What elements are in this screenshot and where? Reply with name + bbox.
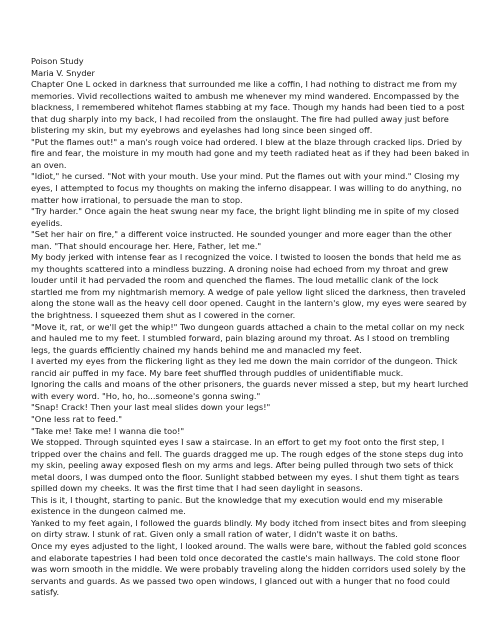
paragraph: This is it, I thought, starting to panic. But the knowledge that my execution would end my miserable existence in the dungeon calmed me. bbox=[31, 494, 443, 517]
paragraph: Chapter One L ocked in darkness that surrounded me like a coffin, I had nothing to distract me from my memories. Vivid recollections waited to ambush me whenever my mind wandered. Encompassed by the blackness, I remembered whitehot flames stabbing at my face. Though my hands had been tied to a post that dug sharply into my back, I had recoiled from the onslaught. The fire had pulled away just before blistering my skin, but my eyebrows and eyelashes had long since been singed off. bbox=[31, 79, 465, 136]
paragraph: "One less rat to feed." bbox=[31, 413, 123, 424]
paragraph: "Set her hair on fire," a different voice instructed. He sounded younger and more eager than the other man. "That should encourage her. Here, Father, let me." bbox=[31, 229, 452, 251]
document-paragraphs bbox=[31, 79, 471, 599]
paragraph: "Put the flames out!" a man's rough voice had ordered. I blew at the blaze through cracked lips. Dried by fire and fear, the moisture in my mouth had gone and my teeth radiated heat as if they had been baked in an oven. bbox=[31, 136, 470, 170]
paragraph: Once my eyes adjusted to the light, I looked around. The walls were bare, without the fabled gold sconces and elaborate tapestries I had been told once decorated the castle's main hallways. The cold stone floor was worn smooth in the middle. We were probably traveling along the hidden corridors used solely by the servants and guards. As we passed two open windows, I glanced out with a hunger that no food could satisfy. bbox=[31, 540, 467, 598]
paragraph: We stopped. Through squinted eyes I saw a staircase. In an effort to get my foot onto the first step, I tripped over the chains and fell. The guards dragged me up. The rough edges of the stone steps dug into my skin, peeling away exposed flesh on my arms and legs. After being pulled through two sets of thick metal doors, I was dumped onto the floor. Sunlight stabbed between my eyes. I shut them tight as tears spilled down my cheeks. It was the first time that I had seen daylight in seasons. bbox=[31, 437, 464, 494]
paragraph: "Take me! Take me! I wanna die too!" bbox=[31, 425, 185, 436]
paragraph: "Idiot," he cursed. "Not with your mouth. Use your mind. Put the flames out with your mind." Closing my eyes, I attempted to focus my thoughts on making the inferno disappear. I was willing to do anything, no matter how irrational, to persuade the man to stop. bbox=[31, 171, 462, 205]
paragraph: My body jerked with intense fear as I recognized the voice. I twisted to loosen the bonds that held me as my thoughts scattered into a mindless buzzing. A droning noise had echoed from my throat and grew louder until it had pervaded the room and quenched the flames. The loud metallic clank of the lock startled me from my nightmarish memory. A wedge of pale yellow light sliced the darkness, then traveled along the stone wall as the heavy cell door opened. Caught in the lantern's glow, my eyes were seared by the brightness. I squeezed them shut as I cowered in the corner. bbox=[31, 252, 467, 321]
paragraph: "Snap! Crack! Then your last meal slides down your legs!" bbox=[31, 402, 271, 413]
document-author: Maria V. Snyder bbox=[31, 67, 95, 78]
paragraph: "Move it, rat, or we'll get the whip!" Two dungeon guards attached a chain to the metal collar on my neck and hauled me to my feet. I stumbled forward, pain blazing around my throat. As I stood on trembling legs, the guards efficiently chained my hands behind me and manacled my feet. bbox=[31, 321, 465, 355]
paragraph: Yanked to my feet again, I followed the guards blindly. My body itched from insect bites and from sleeping on dirty straw. I stunk of rat. Given only a small ration of water, I didn't waste it on baths. bbox=[31, 517, 467, 540]
paragraph: Ignoring the calls and moans of the other prisoners, the guards never missed a step, but my heart lurched with every word. "Ho, ho, ho...someone's gonna swing." bbox=[31, 379, 469, 401]
paragraph: I averted my eyes from the flickering light as they led me down the main corridor of the dungeon. Thick rancid air puffed in my face. My bare feet shuffled through puddles of unidentifiable muck. bbox=[31, 356, 458, 378]
paragraph: "Try harder." Once again the heat swung near my face, the bright light blinding me in spite of my closed eyelids. bbox=[31, 206, 459, 228]
document-title: Poison Study bbox=[31, 56, 84, 66]
document-body bbox=[31, 56, 471, 599]
